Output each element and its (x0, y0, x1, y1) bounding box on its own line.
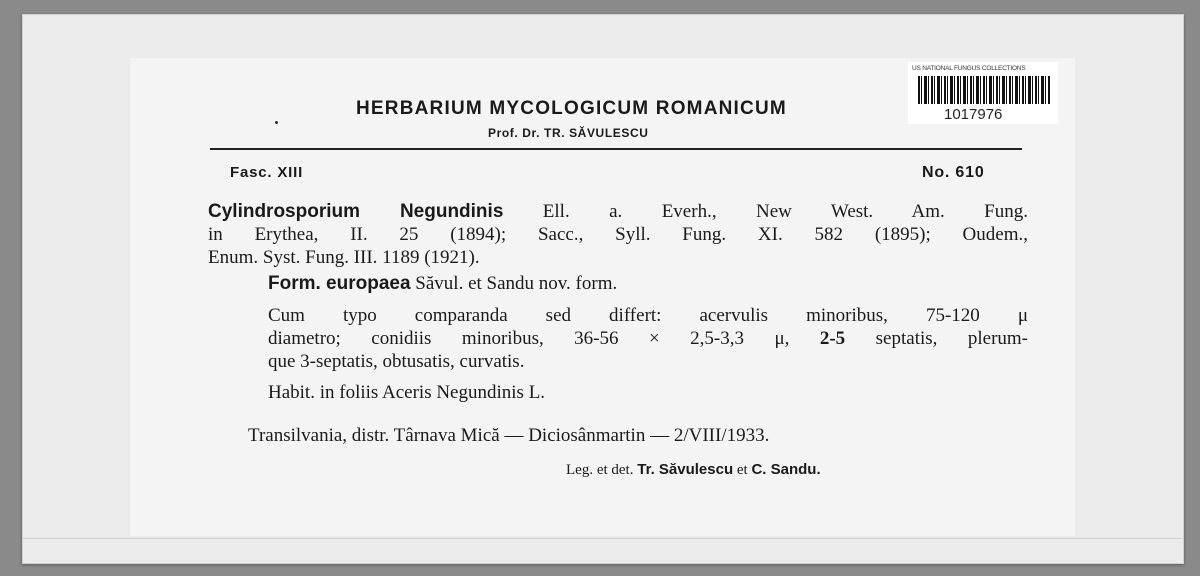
description-line-2a: diametro; conidiis minoribus, 36-56 × 2,5-3,3 μ, (268, 328, 790, 349)
collector-2: C. Sandu. (751, 461, 821, 478)
description-line-2 (268, 327, 1028, 350)
barcode-icon (918, 76, 1050, 104)
herbarium-subtitle: Prof. Dr. TR. SĂVULESCU (488, 126, 649, 140)
herbarium-title: HERBARIUM MYCOLOGICUM ROMANICUM (356, 98, 787, 119)
form-name: Form. europaea (268, 273, 411, 294)
form-author: Săvul. et Sandu nov. form. (415, 273, 618, 294)
citation-line-3: Enum. Syst. Fung. III. 1189 (1921). (208, 247, 480, 268)
barcode-sticker (908, 62, 1058, 124)
citation-line-1 (208, 200, 1028, 223)
form-line (268, 272, 617, 295)
specimen-number: No. 610 (922, 164, 985, 181)
habitat: Habit. in foliis Aceris Negundinis L. (268, 382, 546, 403)
collectors-conj: et (736, 462, 748, 478)
collectors-prefix: Leg. et det. (566, 462, 634, 478)
citation-line-2: in Erythea, II. 25 (1894); Sacc., Syll. Fung. XI. 582 (1895); Oudem., (208, 224, 1028, 245)
collector-1: Tr. Săvulescu (637, 461, 734, 478)
locality: Transilvania, distr. Târnava Mică — Diciosânmartin — 2/VIII/1933. (248, 425, 770, 446)
citation-text-1: Ell. a. Everh., New West. Am. Fung. (542, 201, 1029, 222)
ink-dot (275, 121, 278, 124)
taxon-name: Cylindrosporium Negundinis (208, 201, 504, 222)
divider (210, 148, 1022, 150)
description-line-3: que 3-septatis, obtusatis, curvatis. (268, 351, 525, 372)
description-line-2c: septatis, plerum- (875, 328, 1029, 349)
barcode-caption: US NATIONAL FUNGUS COLLECTIONS (912, 65, 1026, 72)
description-line-1: Cum typo comparanda sed differt: acervulis minoribus, 75-120 μ (268, 305, 1028, 326)
barcode-number: 1017976 (944, 106, 1003, 123)
envelope-flap-line (22, 538, 1182, 539)
taxon-citation (208, 200, 1028, 269)
description (268, 304, 1028, 373)
collectors (566, 458, 821, 482)
fascicle: Fasc. XIII (230, 164, 304, 181)
description-line-2b: 2-5 (819, 328, 846, 349)
